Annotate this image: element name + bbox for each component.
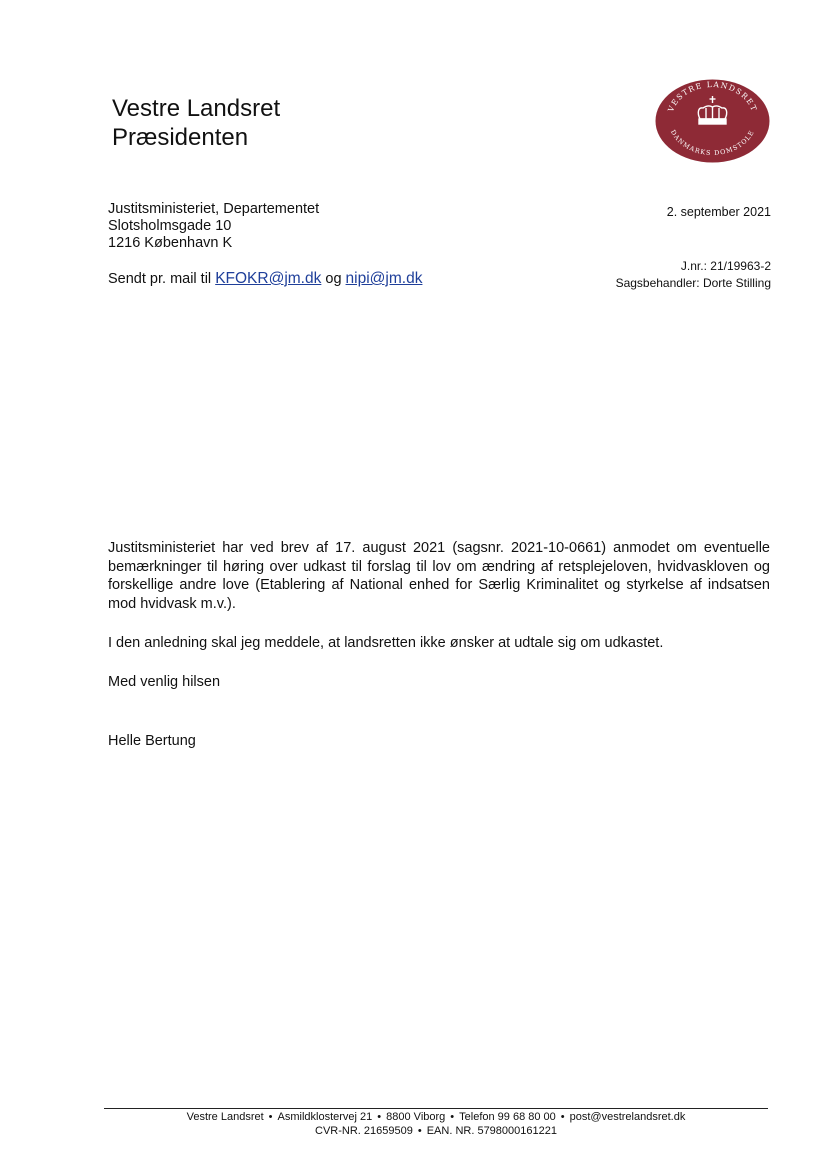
footer-contact-line <box>104 1110 768 1124</box>
caseworker: Sagsbehandler: Dorte Stilling <box>615 276 771 290</box>
footer-divider <box>104 1108 768 1109</box>
sent-by-mail-line <box>108 270 422 288</box>
footer-address: Asmildklostervej 21 <box>277 1111 373 1123</box>
closing-greeting: Med venlig hilsen <box>108 674 221 690</box>
body-paragraph-1: Justitsministeriet har ved brev af 17. august 2021 (sagsnr. 2021-10-0661) anmodet om eventuelle bemærkninger til høring over udkast til forslag til lov om ændring af retsplejeloven, hvidvaskloven og forskellige andre love (Etablering af National enhed for Særlig Kriminalitet og styrkelse af indsatsen mod hvidvask m.v.). <box>108 540 770 612</box>
body-paragraph-2: I den anledning skal jeg meddele, at landsretten ikke ønsker at udtale sig om udkastet. <box>108 635 664 651</box>
footer-court-name: Vestre Landsret <box>186 1111 264 1123</box>
seal-graphic <box>655 79 770 163</box>
footer-phone: Telefon 99 68 80 00 <box>459 1111 556 1123</box>
footer-registration-line <box>104 1124 768 1138</box>
email-link-nipi[interactable]: nipi@jm.dk <box>345 270 423 287</box>
footer-separator: • <box>417 1125 422 1137</box>
court-seal-logo <box>655 79 770 163</box>
recipient-city: 1216 København K <box>108 235 233 251</box>
email-link-kfokr[interactable]: KFOKR@jm.dk <box>215 270 322 287</box>
footer-email: post@vestrelandsret.dk <box>569 1111 686 1123</box>
seal-top-text: VESTRE LANDSRET <box>666 79 759 114</box>
footer-separator: • <box>377 1111 382 1123</box>
footer-separator: • <box>268 1111 273 1123</box>
footer-cvr: CVR-NR. 21659509 <box>315 1125 413 1137</box>
letter-date: 2. september 2021 <box>666 205 771 219</box>
sender-office-title: Præsidenten <box>112 124 249 151</box>
case-number: J.nr.: 21/19963-2 <box>680 259 771 273</box>
footer-separator: • <box>450 1111 455 1123</box>
footer-separator: • <box>560 1111 565 1123</box>
sent-conjunction: og <box>321 271 346 287</box>
signature-name: Helle Bertung <box>108 733 196 749</box>
recipient-street: Slotsholmsgade 10 <box>108 218 232 234</box>
sent-prefix: Sendt pr. mail til <box>108 271 216 287</box>
footer-ean: EAN. NR. 5798000161221 <box>426 1125 557 1137</box>
sender-court-name: Vestre Landsret <box>112 95 281 122</box>
footer-city: 8800 Viborg <box>386 1111 446 1123</box>
seal-bottom-text: DANMARKS DOMSTOLE <box>668 128 757 158</box>
recipient-name: Justitsministeriet, Departementet <box>108 201 320 217</box>
